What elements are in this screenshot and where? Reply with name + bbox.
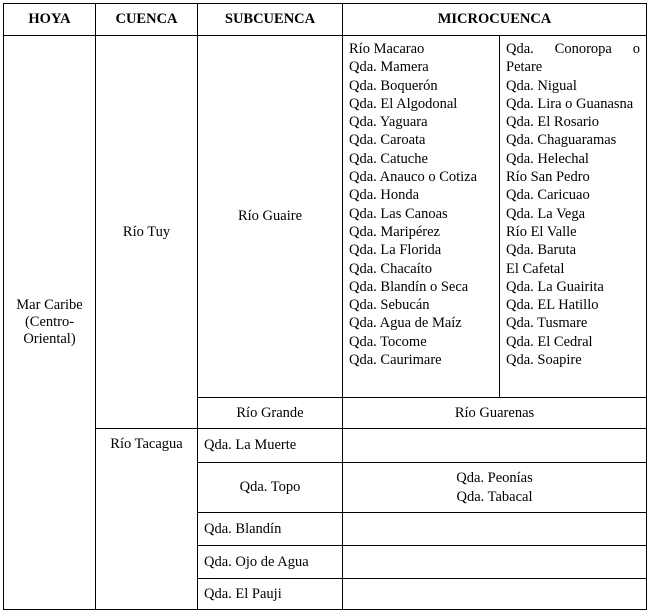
- microcuenca-item: Qda. Sebucán: [349, 297, 430, 314]
- microcuenca-item: Qda. Catuche: [349, 150, 428, 167]
- table-row: [4, 36, 647, 398]
- microcuenca-cell: [343, 463, 647, 513]
- header-cuenca: CUENCA: [96, 4, 198, 36]
- microcuenca-item: Qda. Tusmare: [506, 315, 588, 332]
- subcuenca-cell: Qda. La Muerte: [198, 429, 343, 463]
- microcuenca-item: Qda. Lira o Guanasna: [506, 95, 634, 112]
- header-microcuenca: MICROCUENCA: [343, 4, 647, 36]
- watershed-table: [3, 3, 647, 610]
- microcuenca-cell: [343, 579, 647, 610]
- microcuenca-item: Qda. Maripérez: [349, 223, 440, 240]
- microcuenca-item: Qda. La Florida: [349, 242, 442, 259]
- microcuenca-item: Qda. Yaguara: [349, 114, 428, 131]
- subcuenca-cell: Qda. El Pauji: [198, 579, 343, 610]
- microcuenca-item: Qda. Agua de Maíz: [349, 315, 462, 332]
- table-row: [4, 429, 647, 463]
- microcuenca-item: Qda. Nigual: [506, 77, 577, 94]
- microcuenca-item: Qda. Mamera: [349, 59, 429, 76]
- microcuenca-item: Qda. Honda: [349, 187, 420, 204]
- header-hoya: HOYA: [4, 4, 96, 36]
- hoya-cell: Mar Caribe (Centro-Oriental): [4, 36, 96, 610]
- microcuenca-item: Río Macarao: [349, 41, 425, 57]
- microcuenca-list-2: [500, 36, 647, 398]
- microcuenca-item: Qda. El Algodonal: [349, 95, 458, 112]
- microcuenca-item: Qda. Anauco o Cotiza: [349, 169, 478, 186]
- microcuenca-item: Qda. Tocome: [349, 333, 427, 350]
- microcuenca-item: Río El Valle: [506, 223, 577, 240]
- microcuenca-item: Qda. Caricuao: [506, 187, 590, 204]
- microcuenca-item: Qda. Tabacal: [456, 488, 533, 505]
- microcuenca-item: Qda. Soapire: [506, 352, 582, 369]
- microcuenca-item: Qda. El Rosario: [506, 114, 600, 131]
- microcuenca-item: Qda. Las Canoas: [349, 205, 448, 222]
- microcuenca-item: Río San Pedro: [506, 169, 590, 186]
- microcuenca-item: Qda. Boquerón: [349, 77, 438, 94]
- microcuenca-item: Qda. EL Hatillo: [506, 297, 599, 314]
- subcuenca-cell: Río Guaire: [198, 36, 343, 398]
- subcuenca-cell: Qda. Topo: [198, 463, 343, 513]
- microcuenca-item: Qda. Blandín o Seca: [349, 278, 469, 295]
- header-row: [4, 4, 647, 36]
- microcuenca-list-1: [343, 36, 500, 398]
- microcuenca-item: Qda. Caurimare: [349, 352, 442, 369]
- microcuenca-cell: [343, 429, 647, 463]
- subcuenca-cell: Qda. Ojo de Agua: [198, 546, 343, 579]
- cuenca-cell: Río Tuy: [96, 36, 198, 429]
- subcuenca-cell: Qda. Blandín: [198, 513, 343, 546]
- microcuenca-item: Qda. Conoropa o Petare: [506, 41, 640, 76]
- subcuenca-cell: Río Grande: [198, 398, 343, 429]
- microcuenca-item: El Cafetal: [506, 260, 565, 277]
- microcuenca-cell: [343, 546, 647, 579]
- microcuenca-item: Qda. Helechal: [506, 150, 589, 167]
- microcuenca-item: Qda. Peonías: [456, 470, 533, 487]
- microcuenca-cell: [343, 513, 647, 546]
- microcuenca-item: Qda. Caroata: [349, 132, 426, 149]
- microcuenca-item: Qda. Baruta: [506, 242, 577, 259]
- microcuenca-item: Qda. Chacaíto: [349, 260, 432, 277]
- microcuenca-item: Qda. La Guairita: [506, 278, 604, 295]
- microcuenca-item: Qda. El Cedral: [506, 333, 593, 350]
- microcuenca-item: Qda. Chaguaramas: [506, 132, 617, 149]
- header-subcuenca: SUBCUENCA: [198, 4, 343, 36]
- microcuenca-cell: Río Guarenas: [343, 398, 647, 429]
- microcuenca-item: Qda. La Vega: [506, 205, 586, 222]
- cuenca-cell: Río Tacagua: [96, 429, 198, 610]
